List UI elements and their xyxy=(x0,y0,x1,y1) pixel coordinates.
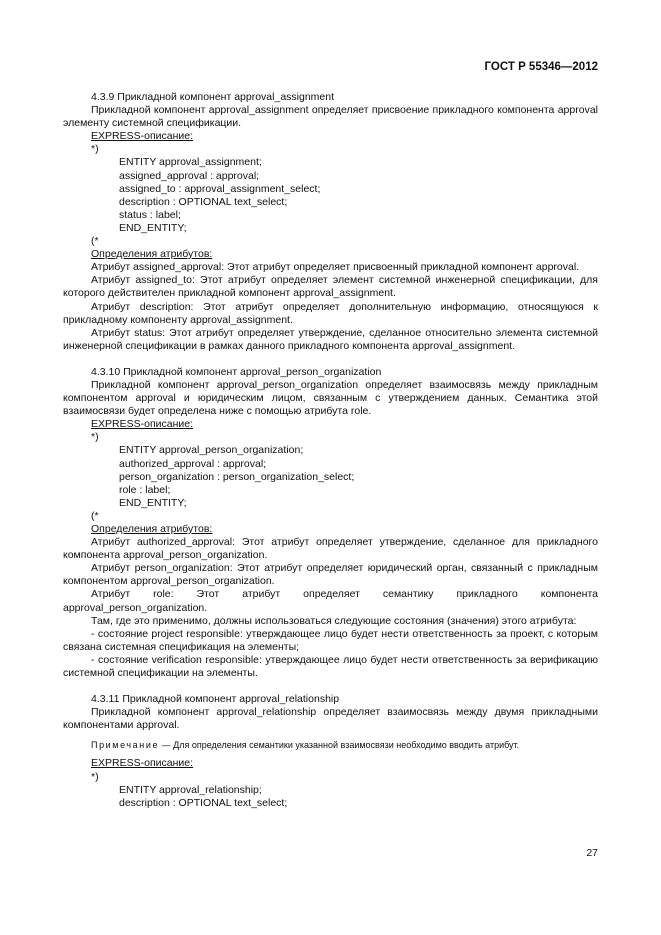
state-item: - состояние project responsible: утверждающее лицо будет нести ответственность за проект, с которым связана системная спецификация на элементы; xyxy=(63,627,598,653)
comment-open: *) xyxy=(91,770,99,783)
comment-open: *) xyxy=(91,143,99,156)
attribute-definition: Атрибут authorized_approval: Этот атрибут определяет утверждение, сделанное для прикладного компонента approval_person_organization. xyxy=(63,536,598,562)
code-line: description : OPTIONAL text_select; xyxy=(119,796,288,809)
comment-open: *) xyxy=(91,431,99,444)
section-intro: Прикладной компонент approval_relationship определяет взаимосвязь между двумя прикладными компонентами approval. xyxy=(63,706,598,732)
document-id-header: ГОСТ Р 55346—2012 xyxy=(484,61,598,73)
attribute-definition: Атрибут description: Этот атрибут определяет дополнительную информацию, относящуюся к прикладному компоненту approval_assignment. xyxy=(63,300,598,326)
section-4-3-9 xyxy=(63,91,598,353)
attribute-definition: Атрибут role: Этот атрибут определяет семантику прикладного компонента approval_person_organization. xyxy=(63,588,598,614)
code-line: description : OPTIONAL text_select; xyxy=(119,195,288,208)
comment-close: (* xyxy=(91,235,99,248)
definitions-label: Определения атрибутов: xyxy=(91,523,213,535)
section-heading: 4.3.11 Прикладной компонент approval_relationship xyxy=(91,693,340,706)
section-intro: Прикладной компонент approval_assignment определяет присвоение прикладного компонента approval элементу системной спецификации. xyxy=(63,104,598,130)
page-number: 27 xyxy=(586,847,598,859)
code-line: role : label; xyxy=(119,483,171,496)
attribute-definition: Там, где это применимо, должны использоваться следующие состояния (значения) этого атрибута: xyxy=(91,614,577,627)
section-heading: 4.3.9 Прикладной компонент approval_assignment xyxy=(91,91,335,103)
code-line: person_organization : person_organization_select; xyxy=(119,470,355,483)
section-heading: 4.3.10 Прикладной компонент approval_person_organization xyxy=(91,365,382,378)
state-item: - состояние verification responsible: утверждающее лицо будет нести ответственность за верификацию системной спецификации на элементы. xyxy=(63,653,598,680)
code-line: END_ENTITY; xyxy=(119,496,187,509)
attribute-definition: Атрибут assigned_approval: Этот атрибут определяет присвоенный прикладной компонент approval. xyxy=(91,261,580,274)
express-label: EXPRESS-описание: xyxy=(91,418,194,431)
attribute-definition: Атрибут assigned_to: Этот атрибут определяет элемент системной инженерной спецификации, для которого действителен прикладной компонент approval_assignment. xyxy=(63,274,598,300)
note xyxy=(63,739,598,751)
code-line: status : label; xyxy=(119,208,181,221)
definitions-label: Определения атрибутов: xyxy=(91,248,213,261)
express-label: EXPRESS-описание: xyxy=(91,130,194,143)
code-line: authorized_approval : approval; xyxy=(119,457,267,470)
code-line: ENTITY approval_assignment; xyxy=(119,156,262,169)
code-line: assigned_to : approval_assignment_select; xyxy=(119,182,321,195)
note-label: Примечание xyxy=(91,740,160,751)
section-intro: Прикладной компонент approval_person_organization определяет взаимосвязь между прикладным компонентом approval и юридическим лицом, связанным с утверждением данных. Семантика этой взаимосвязи будет определена ниже с помощью атрибута role. xyxy=(63,378,598,418)
note-text: — Для определения семантики указанной взаимосвязи необходимо вводить атрибут. xyxy=(159,740,520,751)
code-line: ENTITY approval_relationship; xyxy=(119,783,262,796)
code-line: END_ENTITY; xyxy=(119,221,187,234)
page-content xyxy=(63,91,598,810)
comment-close: (* xyxy=(91,509,99,522)
express-label: EXPRESS-описание: xyxy=(91,757,194,770)
code-line: assigned_approval : approval; xyxy=(119,169,260,182)
attribute-definition: Атрибут person_organization: Этот атрибут определяет юридический орган, связанный с прикладным компонентом approval_person_organization. xyxy=(63,562,598,588)
attribute-definition: Атрибут status: Этот атрибут определяет утверждение, сделанное относительно элемента системной инженерной спецификации в рамках данного прикладного компонента approval_assignment. xyxy=(63,326,598,352)
code-line: ENTITY approval_person_organization; xyxy=(119,444,304,457)
section-4-3-10 xyxy=(63,366,598,680)
section-4-3-11 xyxy=(63,693,598,810)
